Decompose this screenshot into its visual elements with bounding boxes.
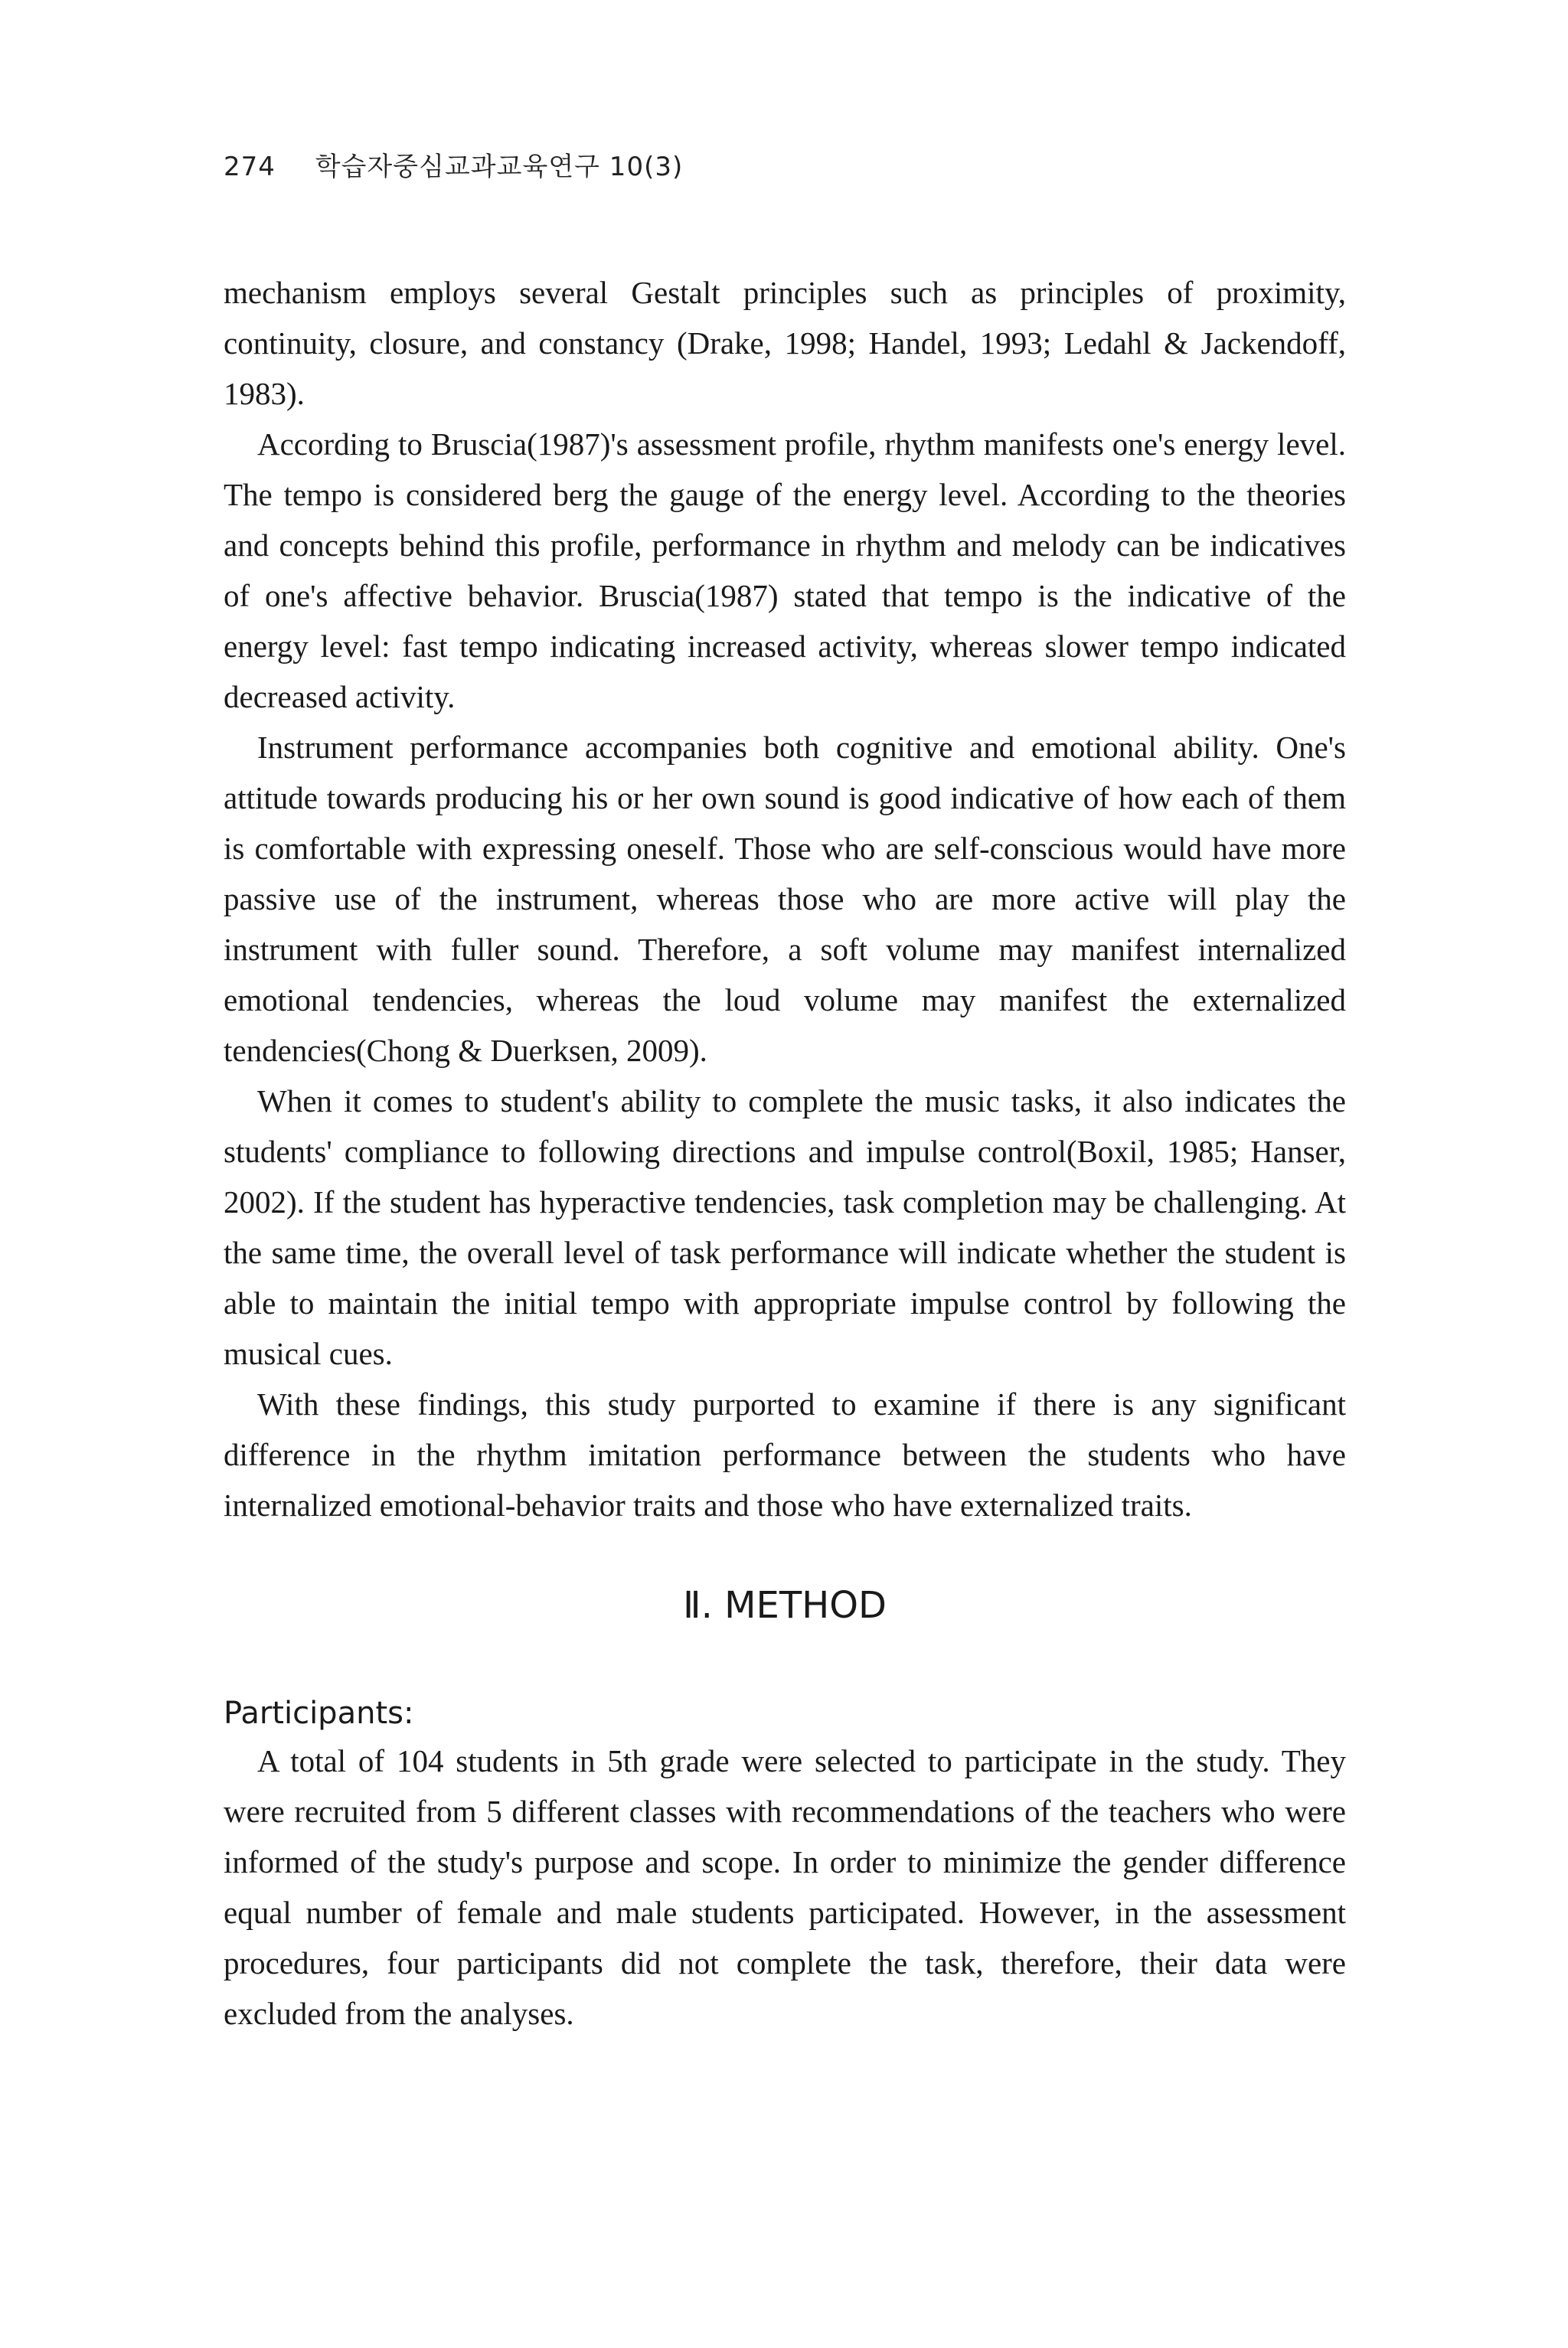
subsection-heading: Participants: [224, 1696, 414, 1731]
journal-title: 학습자중심교과교육연구 10(3) [315, 152, 684, 182]
paragraph-study-purpose: With these findings, this study purported to examine if there is any significant difference in the rhythm imitation performance between the students who have internalized emotional-behavior traits and those who have externalized traits. [224, 1386, 1346, 1523]
page-number: 274 [224, 152, 276, 182]
paragraph-continuation: mechanism employs several Gestalt principles such as principles of proximity, continuity, closure, and constancy (Drake, 1998; Handel, 1993; Ledahl & Jackendoff, 1983). [224, 275, 1346, 411]
paragraph-rhythm-energy: According to Bruscia(1987)'s assessment profile, rhythm manifests one's energy level. The tempo is considered berg the gauge of the energy level. According to the theories and concepts behind this profile, performance in rhythm and melody can be indicatives of one's affective behavior. Bruscia(1987) stated that tempo is the indicative of the energy level: fast tempo indicating increased activity, whereas slower tempo indicated decreased activity. [224, 426, 1346, 714]
paragraph-participants: A total of 104 students in 5th grade were selected to participate in the study. They were recruited from 5 different classes with recommendations of the teachers who were informed of the study's purpose and scope. In order to minimize the gender difference equal number of female and male students participated. However, in the assessment procedures, four participants did not complete the task, therefore, their data were excluded from the analyses. [224, 1743, 1346, 2031]
paragraph-task-completion: When it comes to student's ability to complete the music tasks, it also indicates the students' compliance to following directions and impulse control(Boxil, 1985; Hanser, 2002). If the student has hyperactive tendencies, task completion may be challenging. At the same time, the overall level of task performance will indicate whether the student is able to maintain the initial tempo with appropriate impulse control by following the musical cues. [224, 1083, 1346, 1371]
paragraph-instrument-performance: Instrument performance accompanies both cognitive and emotional ability. One's attitude towards producing his or her own sound is good indicative of how each of them is comfortable with expressing oneself. Those who are self-conscious would have more passive use of the instrument, whereas those who are more active will play the instrument with fuller sound. Therefore, a soft volume may manifest internalized emotional tendencies, whereas the loud volume may manifest the externalized tendencies(Chong & Duerksen, 2009). [224, 730, 1346, 1068]
running-head [224, 145, 1346, 183]
document-page [224, 145, 1346, 2039]
section-heading: Ⅱ. METHOD [682, 1584, 887, 1627]
